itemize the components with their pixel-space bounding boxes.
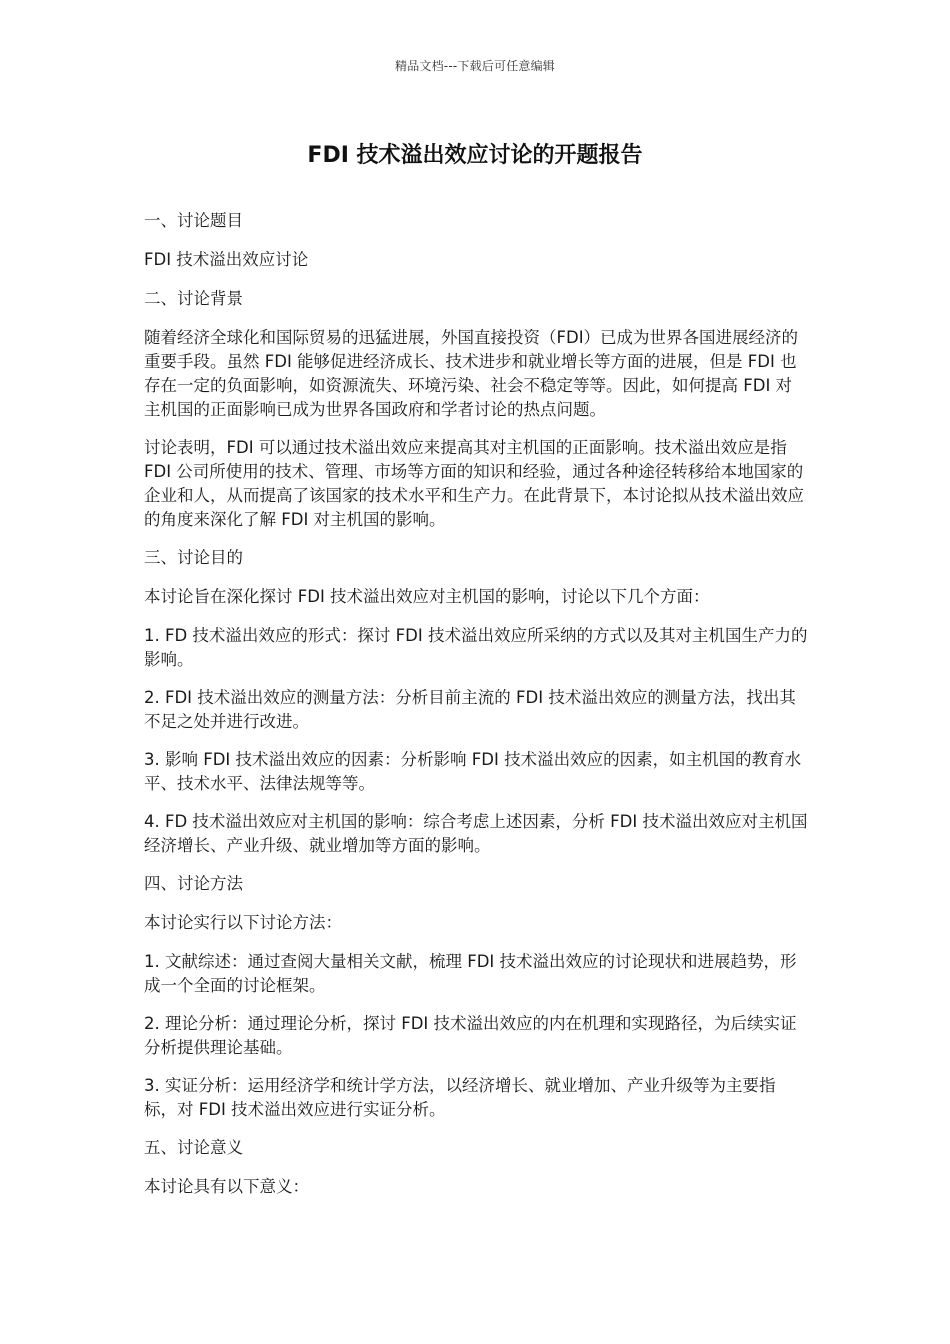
section-heading-significance: 五、讨论意义 — [144, 1138, 243, 1157]
purpose-item: 1. FD 技术溢出效应的形式：探讨 FDI 技术溢出效应所采纳的方式以及其对主机国生产力的影响。 — [144, 626, 808, 669]
document-title: FDI 技术溢出效应讨论的开题报告 — [307, 143, 643, 168]
page-header: 精品文档---下载后可任意编辑 — [395, 59, 555, 73]
method-intro: 本讨论实行以下讨论方法： — [144, 913, 342, 932]
purpose-item: 4. FD 技术溢出效应对主机国的影响：综合考虑上述因素，分析 FDI 技术溢出效应对主机国经济增长、产业升级、就业增加等方面的影响。 — [144, 812, 808, 855]
method-item: 2. 理论分析：通过理论分析，探讨 FDI 技术溢出效应的内在机理和实现路径，为后续实证分析提供理论基础。 — [144, 1014, 797, 1057]
topic-text: FDI 技术溢出效应讨论 — [144, 250, 309, 269]
method-item: 3. 实证分析：运用经济学和统计学方法，以经济增长、就业增加、产业升级等为主要指标，对 FDI 技术溢出效应进行实证分析。 — [144, 1076, 776, 1119]
background-paragraph-2: 讨论表明，FDI 可以通过技术溢出效应来提高其对主机国的正面影响。技术溢出效应是指 FDI 公司所使用的技术、管理、市场等方面的知识和经验，通过各种途径转移给本地国家的企业和人，从而提高了该国家的技术水平和生产力。在此背景下，本讨论拟从技术溢出效应的角度来深化了解 FDI 对主机国的影响。 — [144, 438, 804, 529]
purpose-item: 2. FDI 技术溢出效应的测量方法：分析目前主流的 FDI 技术溢出效应的测量方法，找出其不足之处并进行改进。 — [144, 688, 796, 731]
section-heading-method: 四、讨论方法 — [144, 874, 243, 893]
document-body — [144, 209, 808, 1214]
method-item: 1. 文献综述：通过查阅大量相关文献，梳理 FDI 技术溢出效应的讨论现状和进展趋势，形成一个全面的讨论框架。 — [144, 952, 797, 995]
purpose-item: 3. 影响 FDI 技术溢出效应的因素：分析影响 FDI 技术溢出效应的因素，如主机国的教育水平、技术水平、法律法规等等。 — [144, 750, 802, 793]
section-heading-purpose: 三、讨论目的 — [144, 548, 243, 567]
background-paragraph-1: 随着经济全球化和国际贸易的迅猛进展，外国直接投资（FDI）已成为世界各国进展经济的重要手段。虽然 FDI 能够促进经济成长、技术进步和就业增长等方面的进展，但是 FDI 也存在一定的负面影响，如资源流失、环境污染、社会不稳定等等。因此，如何提高 FDI 对主机国的正面影响已成为世界各国政府和学者讨论的热点问题。 — [144, 328, 799, 419]
significance-intro: 本讨论具有以下意义： — [144, 1177, 309, 1196]
purpose-intro: 本讨论旨在深化探讨 FDI 技术溢出效应对主机国的影响，讨论以下几个方面： — [144, 587, 710, 606]
section-heading-topic: 一、讨论题目 — [144, 211, 243, 230]
section-heading-background: 二、讨论背景 — [144, 289, 243, 308]
